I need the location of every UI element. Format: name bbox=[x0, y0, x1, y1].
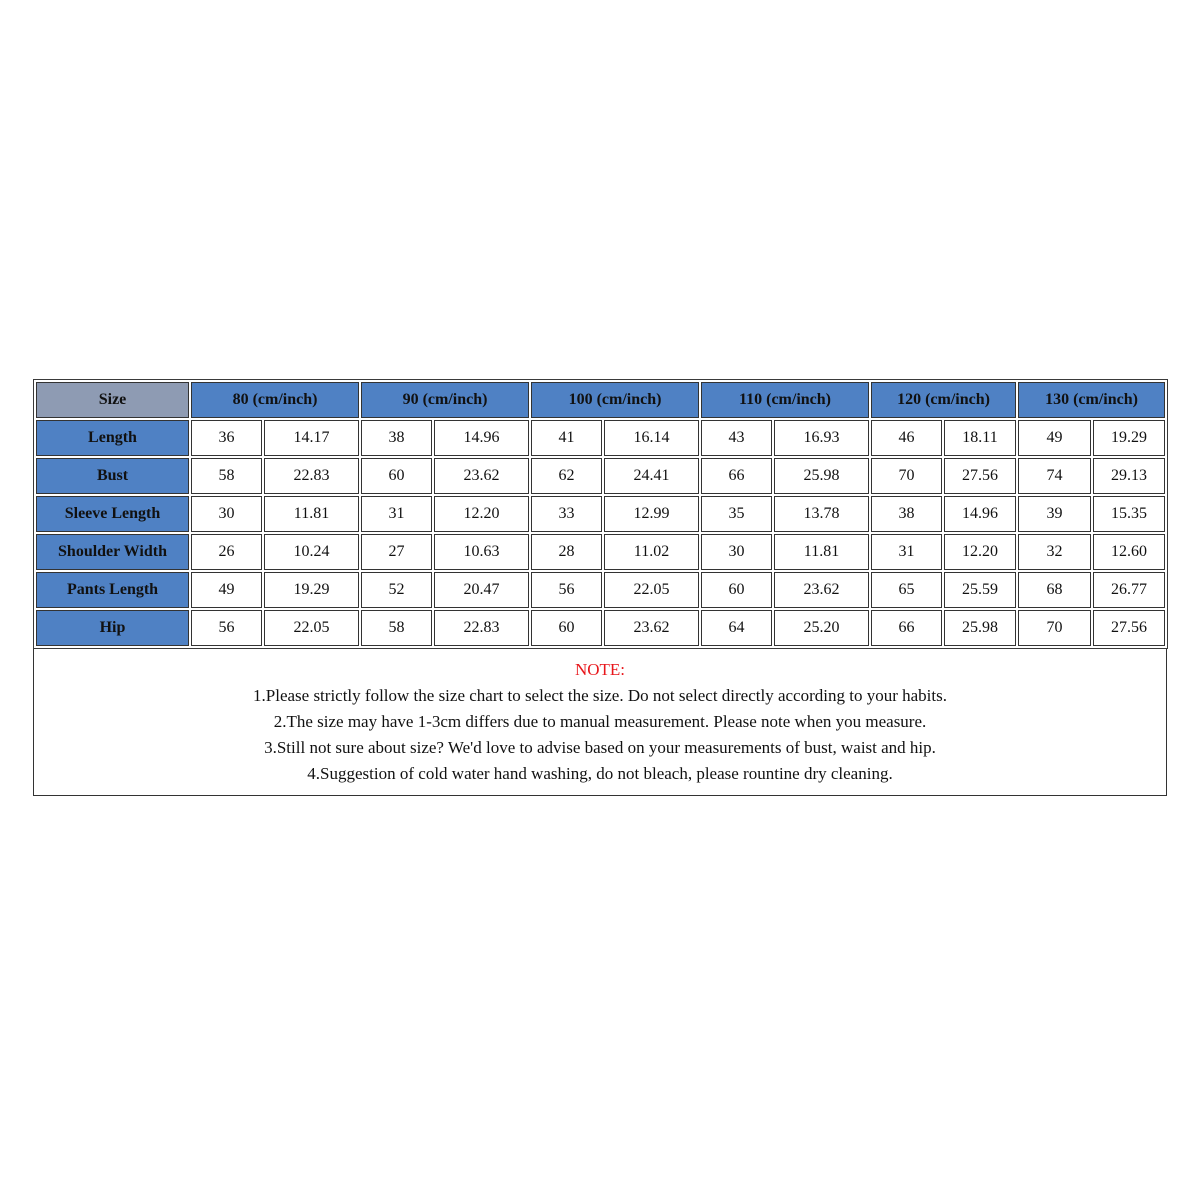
cm-value-cell: 74 bbox=[1018, 458, 1091, 494]
measurement-label: Sleeve Length bbox=[36, 496, 189, 532]
cm-value-cell: 60 bbox=[531, 610, 602, 646]
inch-value-cell: 25.98 bbox=[774, 458, 869, 494]
cm-value-cell: 31 bbox=[361, 496, 432, 532]
measurement-label: Shoulder Width bbox=[36, 534, 189, 570]
cm-value-cell: 56 bbox=[531, 572, 602, 608]
measurement-label: Pants Length bbox=[36, 572, 189, 608]
cm-value-cell: 56 bbox=[191, 610, 262, 646]
inch-value-cell: 22.83 bbox=[434, 610, 529, 646]
cm-value-cell: 41 bbox=[531, 420, 602, 456]
cm-value-cell: 60 bbox=[701, 572, 772, 608]
size-column-header: 80 (cm/inch) bbox=[191, 382, 359, 418]
cm-value-cell: 62 bbox=[531, 458, 602, 494]
inch-value-cell: 22.05 bbox=[264, 610, 359, 646]
inch-value-cell: 14.17 bbox=[264, 420, 359, 456]
inch-value-cell: 20.47 bbox=[434, 572, 529, 608]
cm-value-cell: 68 bbox=[1018, 572, 1091, 608]
note-line: 2.The size may have 1-3cm differs due to manual measurement. Please note when you measure. bbox=[273, 712, 927, 731]
table-row bbox=[36, 610, 1165, 646]
cm-value-cell: 49 bbox=[1018, 420, 1091, 456]
inch-value-cell: 23.62 bbox=[434, 458, 529, 494]
inch-value-cell: 25.59 bbox=[944, 572, 1016, 608]
inch-value-cell: 12.20 bbox=[434, 496, 529, 532]
cm-value-cell: 27 bbox=[361, 534, 432, 570]
cm-value-cell: 52 bbox=[361, 572, 432, 608]
inch-value-cell: 12.20 bbox=[944, 534, 1016, 570]
cm-value-cell: 70 bbox=[871, 458, 942, 494]
cm-value-cell: 38 bbox=[871, 496, 942, 532]
inch-value-cell: 14.96 bbox=[434, 420, 529, 456]
inch-value-cell: 25.20 bbox=[774, 610, 869, 646]
note-title: NOTE: bbox=[574, 660, 626, 679]
inch-value-cell: 16.14 bbox=[604, 420, 699, 456]
measurement-label: Hip bbox=[36, 610, 189, 646]
notes-panel bbox=[33, 649, 1167, 796]
inch-value-cell: 16.93 bbox=[774, 420, 869, 456]
cm-value-cell: 36 bbox=[191, 420, 262, 456]
table-row bbox=[36, 420, 1165, 456]
inch-value-cell: 10.63 bbox=[434, 534, 529, 570]
inch-value-cell: 10.24 bbox=[264, 534, 359, 570]
cm-value-cell: 33 bbox=[531, 496, 602, 532]
size-column-header: 100 (cm/inch) bbox=[531, 382, 699, 418]
cm-value-cell: 60 bbox=[361, 458, 432, 494]
cm-value-cell: 65 bbox=[871, 572, 942, 608]
inch-value-cell: 25.98 bbox=[944, 610, 1016, 646]
inch-value-cell: 11.81 bbox=[264, 496, 359, 532]
cm-value-cell: 38 bbox=[361, 420, 432, 456]
cm-value-cell: 30 bbox=[701, 534, 772, 570]
cm-value-cell: 39 bbox=[1018, 496, 1091, 532]
cm-value-cell: 32 bbox=[1018, 534, 1091, 570]
inch-value-cell: 22.05 bbox=[604, 572, 699, 608]
cm-value-cell: 70 bbox=[1018, 610, 1091, 646]
note-line: 3.Still not sure about size? We'd love to advise based on your measurements of bust, waist and hip. bbox=[264, 738, 936, 757]
size-table bbox=[33, 379, 1168, 649]
inch-value-cell: 26.77 bbox=[1093, 572, 1165, 608]
header-row bbox=[36, 382, 1165, 418]
inch-value-cell: 27.56 bbox=[944, 458, 1016, 494]
table-row bbox=[36, 534, 1165, 570]
cm-value-cell: 28 bbox=[531, 534, 602, 570]
inch-value-cell: 15.35 bbox=[1093, 496, 1165, 532]
size-column-header: 120 (cm/inch) bbox=[871, 382, 1016, 418]
cm-value-cell: 31 bbox=[871, 534, 942, 570]
note-line: 4.Suggestion of cold water hand washing, do not bleach, please rountine dry cleaning. bbox=[307, 764, 893, 783]
inch-value-cell: 18.11 bbox=[944, 420, 1016, 456]
inch-value-cell: 11.02 bbox=[604, 534, 699, 570]
cm-value-cell: 66 bbox=[701, 458, 772, 494]
inch-value-cell: 24.41 bbox=[604, 458, 699, 494]
table-body bbox=[36, 420, 1165, 646]
size-column-header: 130 (cm/inch) bbox=[1018, 382, 1165, 418]
cm-value-cell: 49 bbox=[191, 572, 262, 608]
inch-value-cell: 19.29 bbox=[1093, 420, 1165, 456]
inch-value-cell: 19.29 bbox=[264, 572, 359, 608]
cm-value-cell: 46 bbox=[871, 420, 942, 456]
size-column-header: 90 (cm/inch) bbox=[361, 382, 529, 418]
inch-value-cell: 12.99 bbox=[604, 496, 699, 532]
measurement-label: Length bbox=[36, 420, 189, 456]
table-row bbox=[36, 572, 1165, 608]
size-chart bbox=[33, 379, 1167, 796]
table-row bbox=[36, 496, 1165, 532]
cm-value-cell: 30 bbox=[191, 496, 262, 532]
cm-value-cell: 66 bbox=[871, 610, 942, 646]
cm-value-cell: 35 bbox=[701, 496, 772, 532]
inch-value-cell: 22.83 bbox=[264, 458, 359, 494]
inch-value-cell: 14.96 bbox=[944, 496, 1016, 532]
cm-value-cell: 64 bbox=[701, 610, 772, 646]
inch-value-cell: 27.56 bbox=[1093, 610, 1165, 646]
inch-value-cell: 11.81 bbox=[774, 534, 869, 570]
cm-value-cell: 58 bbox=[361, 610, 432, 646]
inch-value-cell: 13.78 bbox=[774, 496, 869, 532]
inch-value-cell: 29.13 bbox=[1093, 458, 1165, 494]
cm-value-cell: 26 bbox=[191, 534, 262, 570]
table-row bbox=[36, 458, 1165, 494]
inch-value-cell: 23.62 bbox=[604, 610, 699, 646]
size-header: Size bbox=[36, 382, 189, 418]
inch-value-cell: 12.60 bbox=[1093, 534, 1165, 570]
inch-value-cell: 23.62 bbox=[774, 572, 869, 608]
note-line: 1.Please strictly follow the size chart to select the size. Do not select directly according to your habits. bbox=[253, 686, 947, 705]
measurement-label: Bust bbox=[36, 458, 189, 494]
cm-value-cell: 58 bbox=[191, 458, 262, 494]
size-column-header: 110 (cm/inch) bbox=[701, 382, 869, 418]
cm-value-cell: 43 bbox=[701, 420, 772, 456]
